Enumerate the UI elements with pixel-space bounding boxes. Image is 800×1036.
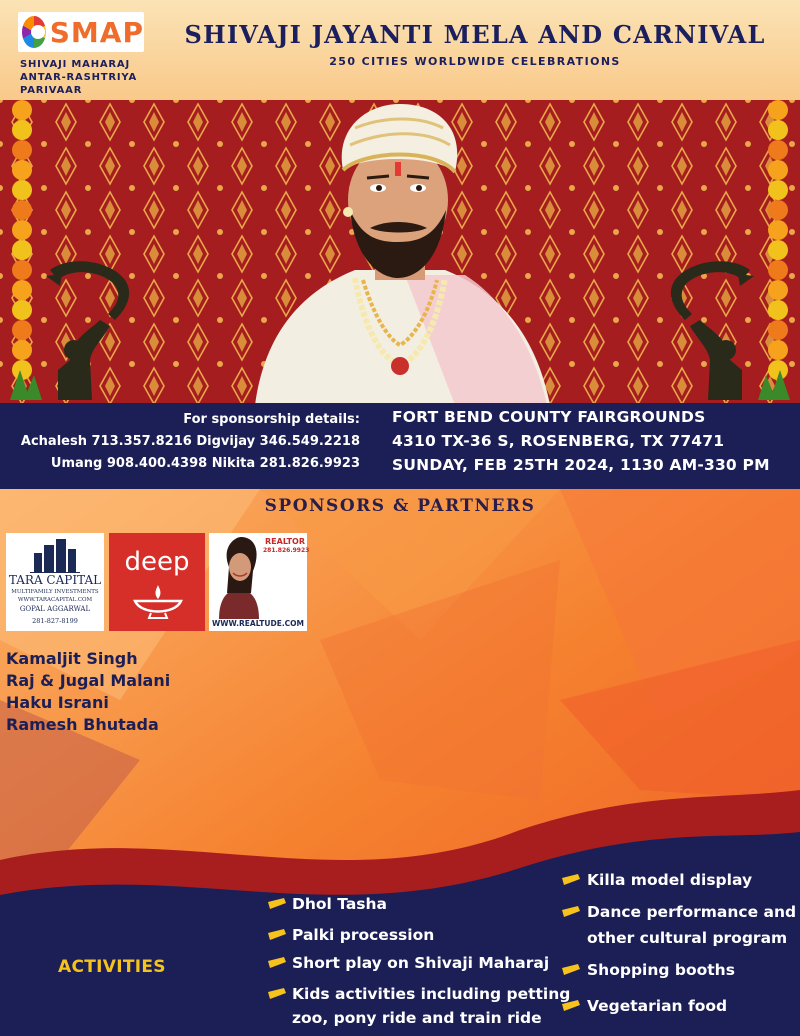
shivaji-maharaj-portrait: [235, 100, 565, 405]
venue-address: 4310 TX-36 S, ROSENBERG, TX 77471: [392, 432, 725, 450]
event-date-time: SUNDAY, FEB 25TH 2024, 1130 AM-330 PM: [392, 456, 770, 474]
sponsor-names-list: [6, 648, 170, 736]
marigold-flower: [12, 200, 32, 220]
list-item: Raj & Jugal Malani: [6, 671, 171, 690]
bullet-icon: [268, 957, 286, 968]
marigold-flower: [768, 200, 788, 220]
tutari-silhouette-left-icon: [0, 250, 140, 410]
sponsors-title: SPONSORS & PARTNERS: [264, 496, 536, 516]
activity-item: zoo, pony ride and train ride: [292, 1009, 542, 1027]
tutari-silhouette-right-icon: [660, 250, 800, 410]
marigold-flower: [12, 160, 32, 180]
logo-text: SMAP: [49, 15, 144, 49]
bullet-icon: [562, 906, 580, 917]
marigold-flower: [12, 220, 32, 240]
activity-item: Killa model display: [587, 871, 753, 889]
event-subtitle: 250 CITIES WORLDWIDE CELEBRATIONS: [329, 55, 621, 68]
realtor-website: WWW.REALTUDE.COM: [211, 619, 305, 628]
marigold-flower: [768, 180, 788, 200]
bullet-icon: [268, 988, 286, 999]
activity-item: Dhol Tasha: [292, 895, 388, 913]
deep-wordmark: deep: [124, 547, 190, 577]
realtor-label: REALTOR: [265, 537, 306, 546]
smap-logo: [18, 12, 144, 52]
event-title: SHIVAJI JAYANTI MELA AND CARNIVAL: [184, 20, 766, 49]
marigold-flower: [768, 140, 788, 160]
bullet-icon: [268, 929, 286, 940]
marigold-flower: [768, 160, 788, 180]
tara-capital-name: TARA CAPITAL: [8, 573, 102, 587]
activity-item: other cultural program: [587, 929, 788, 947]
activity-item: Palki procession: [292, 926, 435, 944]
activity-item: Vegetarian food: [587, 997, 728, 1015]
marigold-flower: [12, 140, 32, 160]
diya-lamp-icon: [131, 585, 185, 619]
tara-capital-logo: TARA CAPITAL MULTIFAMILY INVESTMENTS WWW.TARACAPITAL.COM GOPAL AGGARWAL 281-827-8199: [6, 533, 104, 631]
marigold-flower: [12, 120, 32, 140]
activities-heading: ACTIVITIES: [58, 957, 166, 977]
sponsorship-heading: For sponsorship details:: [183, 412, 360, 427]
marigold-flower: [768, 220, 788, 240]
realtor-phone: 281.826.9923: [263, 547, 310, 554]
marigold-flower: [768, 100, 788, 120]
sponsorship-contact-line: Achalesh 713.357.8216 Digvijay 346.549.2218: [20, 434, 360, 449]
activity-item: Short play on Shivaji Maharaj: [292, 954, 550, 972]
bullet-icon: [562, 874, 580, 885]
realtor-photo: [211, 537, 267, 619]
marigold-flower: [12, 180, 32, 200]
list-item: Ramesh Bhutada: [6, 715, 159, 734]
bullet-icon: [562, 1000, 580, 1011]
sponsorship-contact-line: Umang 908.400.4398 Nikita 281.826.9923: [50, 456, 360, 471]
marigold-flower: [768, 120, 788, 140]
bullet-icon: [268, 898, 286, 909]
activity-item: Shopping booths: [587, 961, 735, 979]
building-icon: [30, 539, 80, 573]
deep-logo: [109, 533, 205, 631]
marigold-flower: [12, 100, 32, 120]
venue-name: FORT BEND COUNTY FAIRGROUNDS: [392, 408, 706, 426]
activity-item: Kids activities including petting: [292, 985, 571, 1003]
bullet-icon: [562, 964, 580, 975]
activity-item: Dance performance and: [587, 903, 797, 921]
org-name: SHIVAJI MAHARAJ ANTAR-RASHTRIYA PARIVAAR: [20, 59, 138, 96]
list-item: Kamaljit Singh: [6, 649, 138, 668]
smap-logo-icon: [22, 16, 46, 48]
list-item: Haku Israni: [6, 693, 109, 712]
realtor-ad: [209, 533, 310, 631]
